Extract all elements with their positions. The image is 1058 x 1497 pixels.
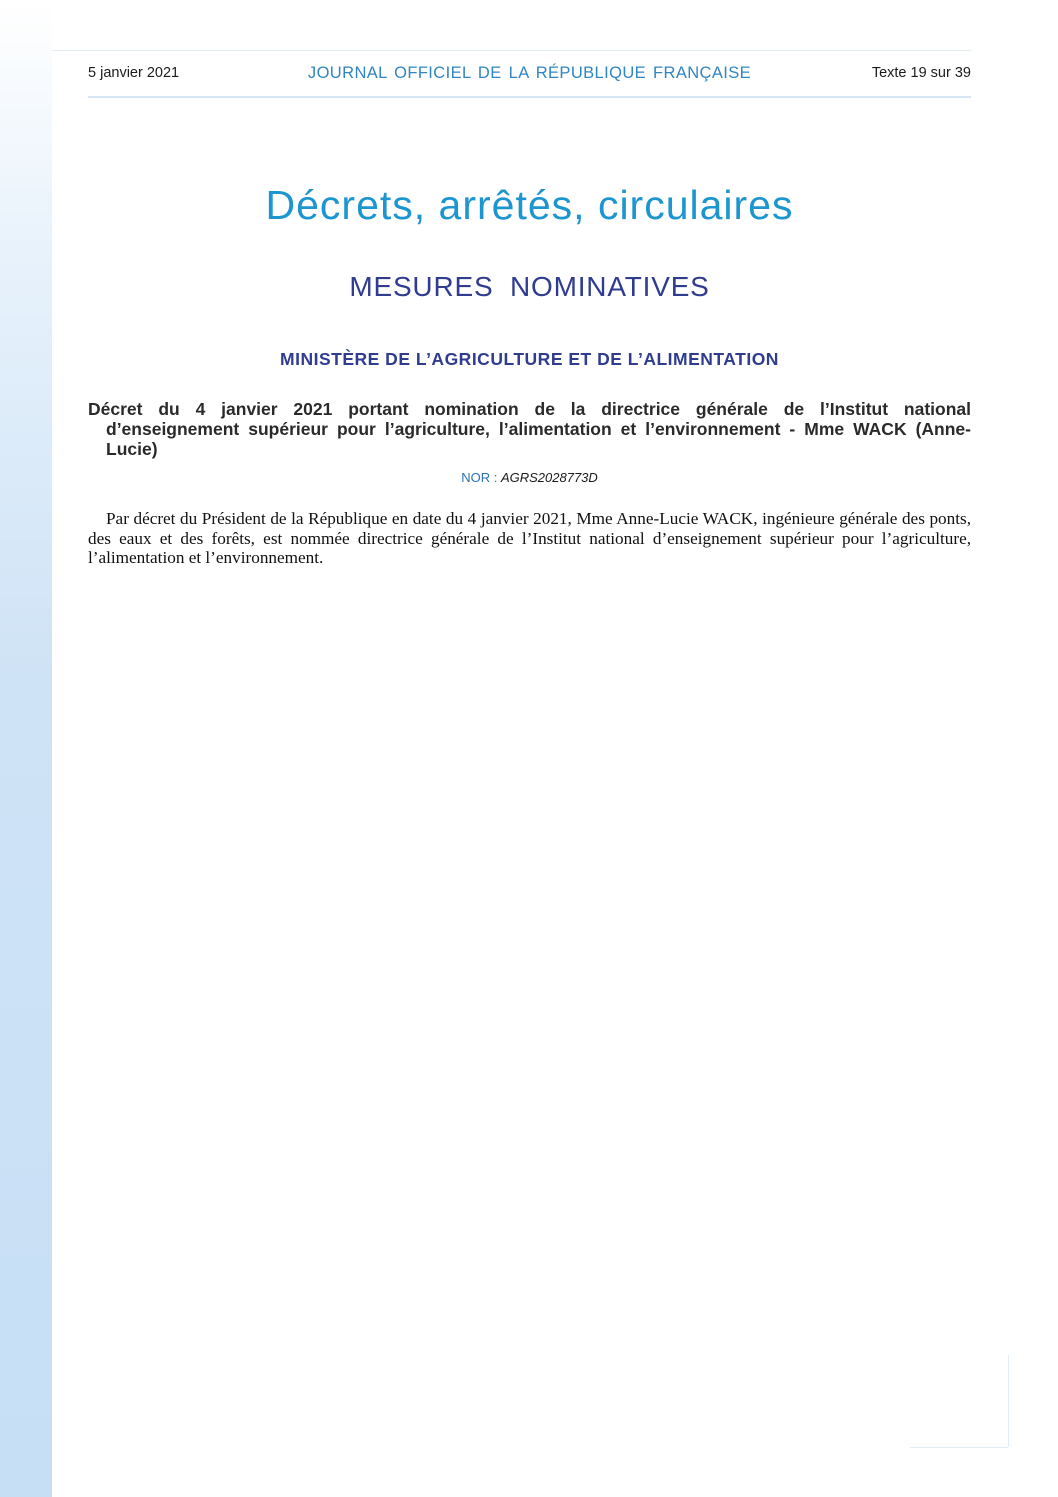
page-header: [88, 62, 971, 84]
decree-title-line1: Décret du 4 janvier 2021 portant nomination de la directrice générale de l’Institut national: [88, 399, 971, 419]
page-frame-bottom: [910, 1447, 1008, 1448]
ministry-heading: MINISTÈRE DE L’AGRICULTURE ET DE L’ALIMENTATION: [280, 349, 779, 369]
decree-body-paragraph: Par décret du Président de la République en date du 4 janvier 2021, Mme Anne-Lucie WACK, ingénieure générale des ponts, des eaux et des forêts, est nommée directrice générale de l’Institut national d’enseignement supérieur pour l’agriculture, l’alimentation et l’environnement.: [88, 509, 971, 567]
header-journal-title: JOURNAL OFFICIEL DE LA RÉPUBLIQUE FRANÇAISE: [307, 64, 752, 82]
decree-title-continuation: d’enseignement supérieur pour l’agriculture, l’alimentation et l’environnement - Mme WACK (Anne-Lucie): [106, 419, 971, 459]
subsection-title: MESURES NOMINATIVES: [349, 271, 710, 302]
page-frame-right: [1008, 1355, 1009, 1447]
page-frame-top: [52, 50, 971, 51]
header-text-counter: Texte 19 sur 39: [871, 65, 971, 81]
nor-label: NOR :: [461, 470, 498, 485]
decree-title: [88, 399, 971, 459]
left-decorative-band: [0, 0, 52, 1497]
section-title: Décrets, arrêtés, circulaires: [265, 182, 794, 228]
nor-reference: [88, 469, 971, 487]
header-divider: [88, 96, 971, 98]
header-date: 5 janvier 2021: [88, 65, 180, 81]
nor-value: AGRS2028773D: [500, 470, 598, 485]
